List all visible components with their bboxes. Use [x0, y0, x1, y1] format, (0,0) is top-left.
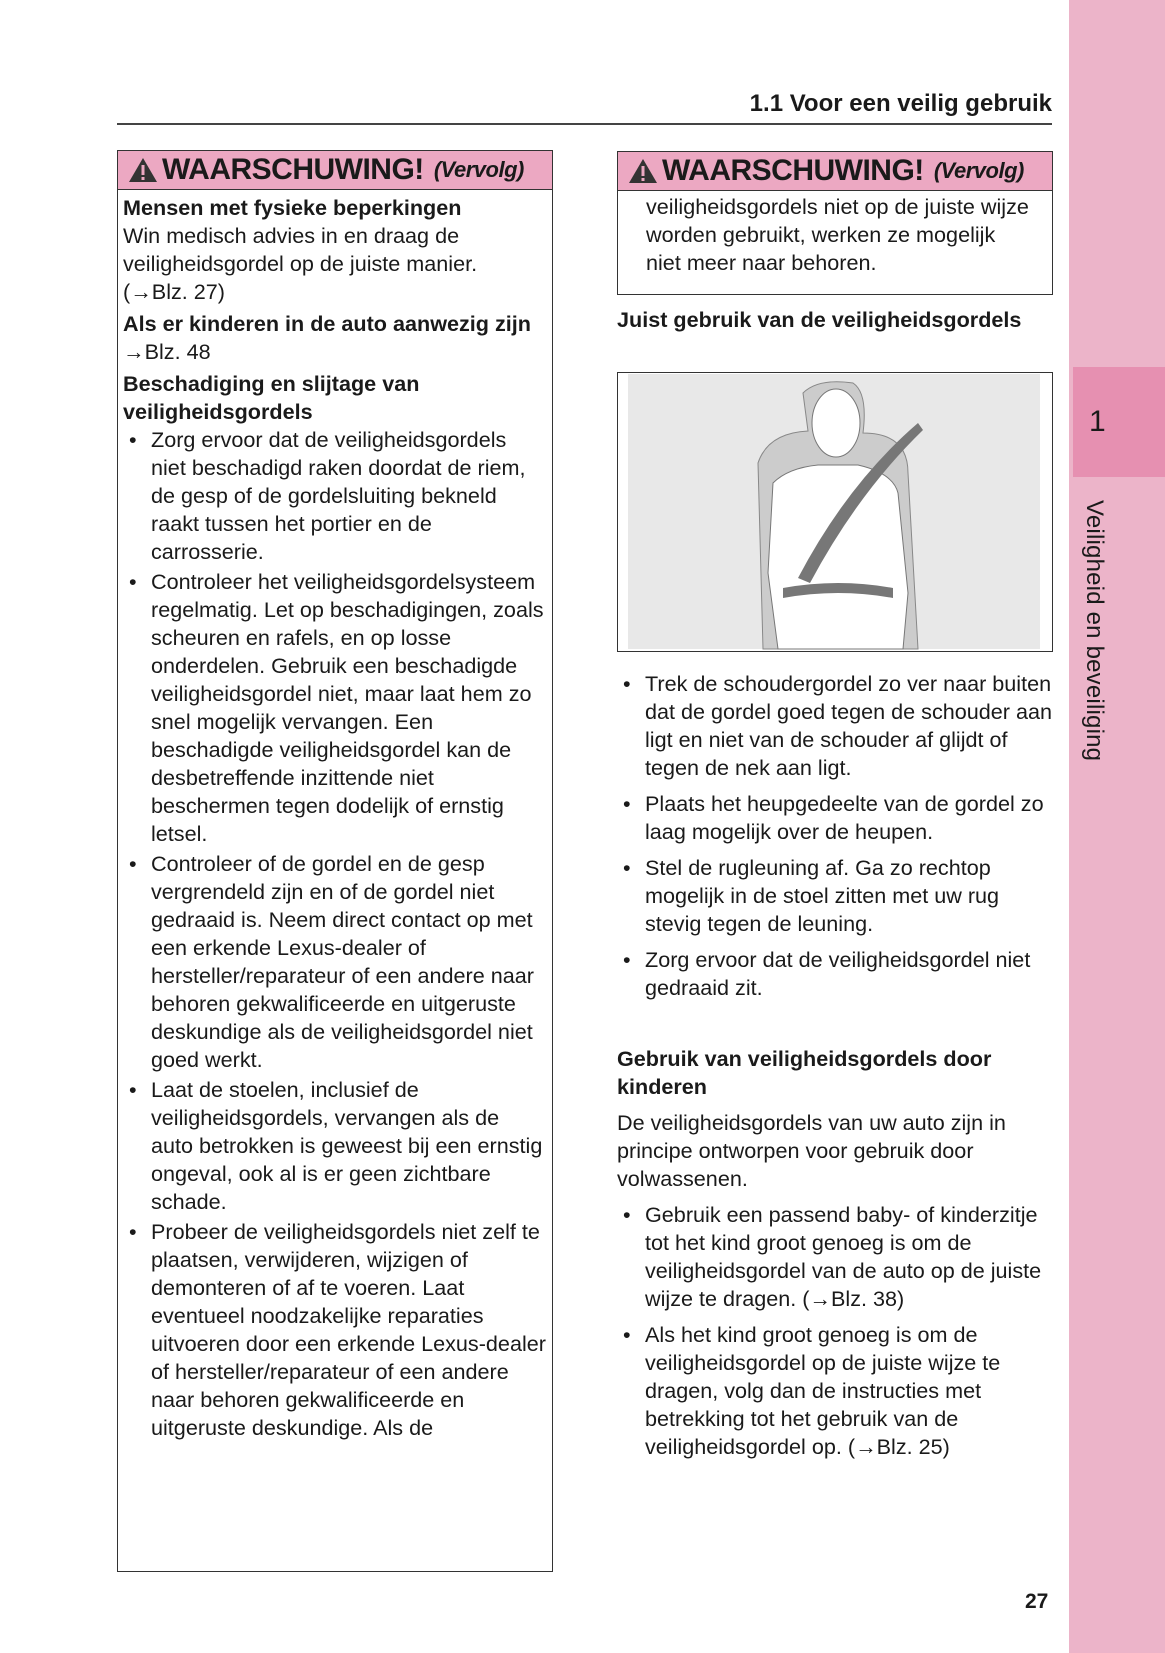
warning-box-right — [617, 151, 1053, 295]
heading: Beschadiging en slijtage van veiligheidsgordels — [123, 371, 420, 424]
chapter-number: 1 — [1089, 405, 1106, 438]
list-item: • Laat de stoelen, inclusief de veiligheidsgordels, vervangen als de auto betrokken is geweest bij een ernstig ongeval, ook al is er geen zichtbare schade. — [123, 1076, 547, 1216]
list-item: • Gebruik een passend baby- of kinderzitje tot het kind groot genoeg is om de veiligheidsgordel van de auto op de juiste wijze te dragen. (→Blz. 38) — [617, 1201, 1057, 1313]
list-item: • Plaats het heupgedeelte van de gordel zo laag mogelijk over de heupen. — [617, 790, 1057, 846]
list-item: • Als het kind groot genoeg is om de veiligheidsgordel op de juiste wijze te dragen, volg dan de instructies met betrekking tot het gebruik van de veiligheidsgordel op. (→Blz. 25) — [617, 1321, 1057, 1461]
list-item: • Zorg ervoor dat de veiligheidsgordels niet beschadigd raken doordat de riem, de gesp of de gordelsluiting bekneld raakt tussen het portier en de carrosserie. — [123, 426, 547, 566]
chapter-title: Veiligheid en beveiliging — [1081, 500, 1108, 762]
list-item: • Controleer of de gordel en de gesp vergrendeld zijn en of de gordel niet gedraaid is. Neem direct contact op met een erkende Lexus-dealer of hersteller/reparateur of een andere naar behoren gekwalificeerde en uitgeruste deskundige als de veiligheidsgordel niet goed werkt. — [123, 850, 547, 1074]
page-link[interactable]: →Blz. 48 — [123, 339, 211, 364]
section-header: 1.1 Voor een veilig gebruik — [749, 90, 1052, 117]
warning-header — [618, 152, 1052, 191]
list-item: • Zorg ervoor dat de veiligheidsgordel niet gedraaid zit. — [617, 946, 1057, 1002]
list-item: • Stel de rugleuning af. Ga zo rechtop mogelijk in de stoel zitten met uw rug stevig tegen de leuning. — [617, 854, 1057, 938]
warning-title: WAARSCHUWING! — [162, 153, 424, 186]
paragraph: Win medisch advies in en draag de veiligheidsgordel op de juiste manier. (→Blz. 27) — [123, 223, 478, 304]
warning-subtitle: (Vervolg) — [933, 158, 1024, 183]
warning-box-left — [117, 150, 553, 1572]
list-item: • Controleer het veiligheidsgordelsysteem regelmatig. Let op beschadigingen, zoals scheuren en rafels, en op losse onderdelen. Gebruik een beschadigde veiligheidsgordel niet, maar laat hem zo snel mogelijk vervangen. Een beschadigde veiligheidsgordel kan de desbetreffende inzittende niet beschermen tegen dodelijk of ernstig letsel. — [123, 568, 547, 848]
heading: Gebruik van veiligheidsgordels door kinderen — [617, 1046, 992, 1099]
seatbelt-illustration — [617, 372, 1053, 652]
warning-triangle-icon — [628, 158, 658, 184]
warning-triangle-icon — [128, 157, 158, 183]
paragraph: veiligheidsgordels niet op de juiste wijze worden gebruikt, werken ze mogelijk niet meer naar behoren. — [646, 194, 1029, 275]
list-item: • Probeer de veiligheidsgordels niet zelf te plaatsen, verwijderen, wijzigen of demonteren of af te voeren. Laat eventueel noodzakelijke reparaties uitvoeren door een erkende Lexus-dealer of hersteller/reparateur of een andere naar behoren gekwalificeerde en uitgeruste deskundige. Als de — [123, 1218, 547, 1442]
list-item: • Trek de schoudergordel zo ver naar buiten dat de gordel goed tegen de schouder aan ligt en niet van de schouder af glijdt of tegen de nek aan ligt. — [617, 670, 1057, 782]
warning-subtitle: (Vervolg) — [433, 157, 524, 182]
page-number: 27 — [1025, 1590, 1049, 1613]
warning-title: WAARSCHUWING! — [662, 154, 924, 187]
heading: Mensen met fysieke beperkingen — [123, 195, 462, 220]
heading: Juist gebruik van de veiligheidsgordels — [617, 307, 1022, 332]
chapter-tab[interactable] — [1073, 367, 1165, 477]
heading: Als er kinderen in de auto aanwezig zijn — [123, 311, 531, 336]
chapter-sidebar — [1069, 0, 1165, 1653]
header-rule — [117, 123, 1052, 125]
paragraph: De veiligheidsgordels van uw auto zijn in principe ontworpen voor gebruik door volwassenen. — [617, 1110, 1006, 1191]
warning-header — [118, 151, 552, 190]
usage-list — [617, 670, 1057, 1010]
